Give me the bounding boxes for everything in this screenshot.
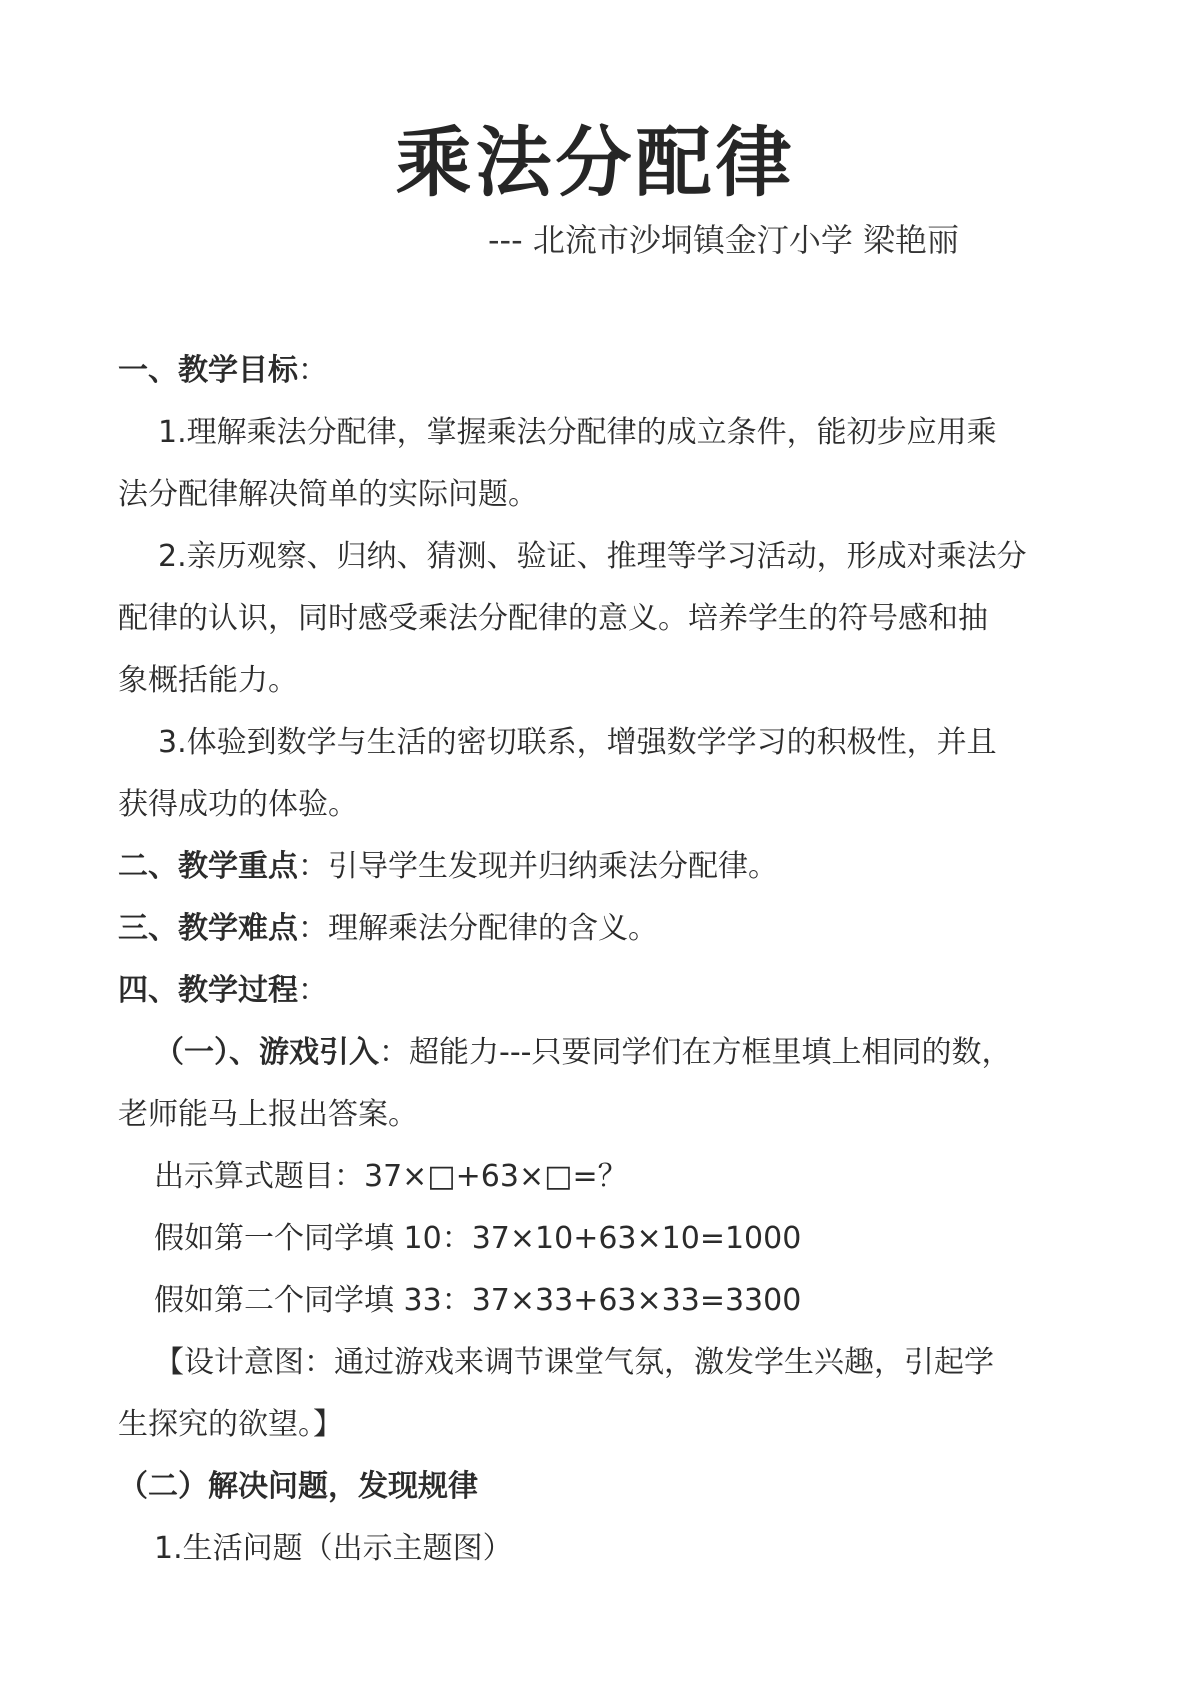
goal-2-line-b: 配律的认识，同时感受乘法分配律的意义。培养学生的符号感和抽 xyxy=(118,601,988,636)
goals-heading-line xyxy=(118,340,1108,402)
goal-2-line-c: 象概括能力。 xyxy=(118,663,298,698)
difficulty-text: ：理解乘法分配律的含义。 xyxy=(298,911,658,946)
goal-1-line-b: 法分配律解决简单的实际问题。 xyxy=(118,477,538,512)
expression-1: 假如第一个同学填 10：37×10+63×10=1000 xyxy=(154,1221,802,1256)
goals-heading: 一、教学目标 xyxy=(118,353,298,388)
part-2-heading: （二）解决问题，发现规律 xyxy=(118,1469,478,1504)
author-line: --- 北流市沙垌镇金汀小学 梁艳丽 xyxy=(488,221,959,259)
part-2-item-1: 1.生活问题（出示主题图） xyxy=(154,1531,513,1566)
goal-3-line-a: 3.体验到数学与生活的密切联系，增强数学学习的积极性，并且 xyxy=(158,725,997,760)
process-heading: 四、教学过程 xyxy=(118,973,298,1008)
design-intent-line-b: 生探究的欲望。】 xyxy=(118,1407,343,1442)
difficulty-heading: 三、教学难点 xyxy=(118,911,298,946)
goals-colon: ： xyxy=(298,353,328,388)
key-point-text: ：引导学生发现并归纳乘法分配律。 xyxy=(298,849,778,884)
part-1-text-a: ：超能力---只要同学们在方框里填上相同的数， xyxy=(379,1035,1012,1070)
process-colon: ： xyxy=(298,973,328,1008)
goal-1-line-a: 1.理解乘法分配律，掌握乘法分配律的成立条件，能初步应用乘 xyxy=(158,415,997,450)
design-intent-line-a: 【设计意图：通过游戏来调节课堂气氛，激发学生兴趣，引起学 xyxy=(154,1345,994,1380)
difficulty-line xyxy=(118,898,1108,960)
process-heading-line xyxy=(118,960,1108,1022)
part-1-line-a xyxy=(118,1022,1108,1084)
document-title: 乘法分配律 xyxy=(395,118,796,207)
expression-2: 假如第二个同学填 33：37×33+63×33=3300 xyxy=(154,1283,802,1318)
key-point-heading: 二、教学重点 xyxy=(118,849,298,884)
goal-3-line-b: 获得成功的体验。 xyxy=(118,787,358,822)
part-1-line-b: 老师能马上报出答案。 xyxy=(118,1097,418,1132)
key-point-line xyxy=(118,836,1108,898)
goal-2-line-a: 2.亲历观察、归纳、猜测、验证、推理等学习活动，形成对乘法分 xyxy=(158,539,1027,574)
expression-show: 出示算式题目：37×□+63×□=？ xyxy=(154,1159,628,1194)
document-body xyxy=(118,340,1108,1580)
part-1-heading: （一）、游戏引入 xyxy=(154,1035,379,1070)
